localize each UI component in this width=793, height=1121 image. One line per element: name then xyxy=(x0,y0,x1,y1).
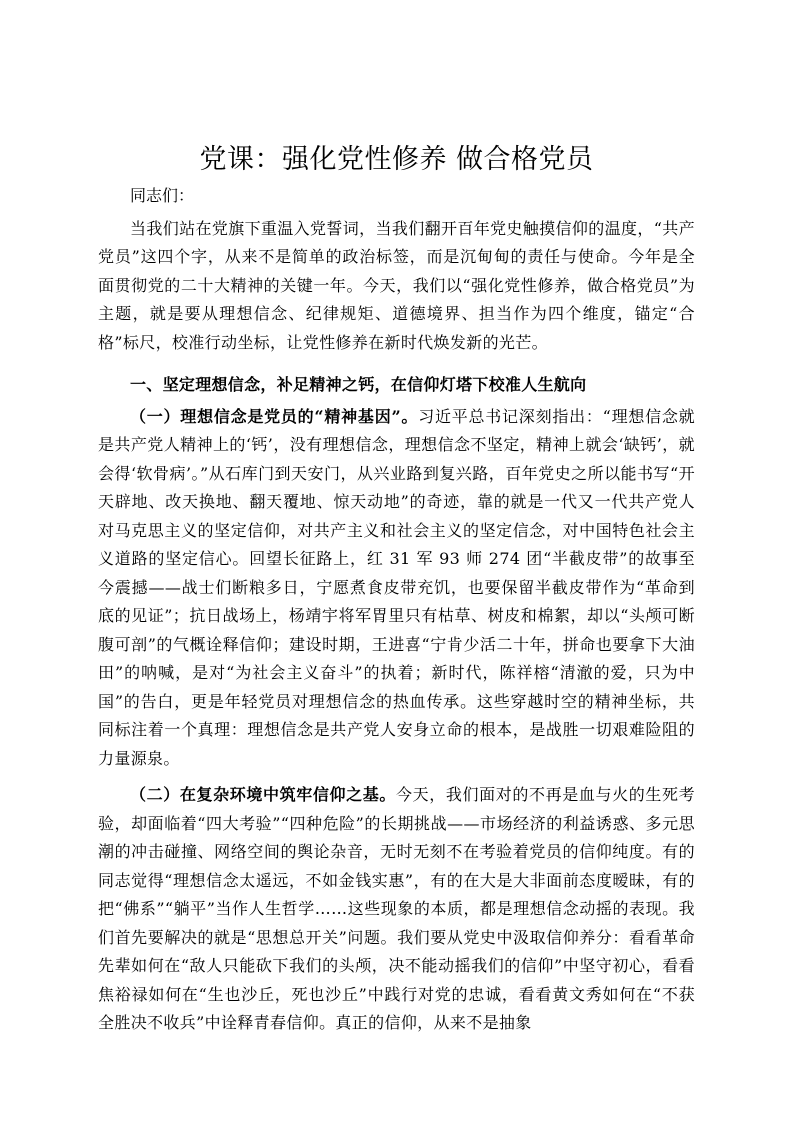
document-title: 党课：强化党性修养 做合格党员 xyxy=(199,144,594,175)
document-page xyxy=(98,138,695,1038)
subsection-2-body: 今天，我们面对的不再是血与火的生死考验，却面临着“四大考验”“四种危险”的长期挑战——市场经济的利益诱惑、多元思潮的冲击碰撞、网络空间的舆论杂音，无时无刻不在考验着党员的信仰纯度。有的同志觉得“理想信念太遥远，不如金钱实惠”，有的在大是大非面前态度暧昧，有的把“佛系”“躺平”当作人生哲学……这些现象的本质，都是理想信念动摇的表现。我们首先要解决的就是“思想总开关”问题。我们要从党史中汲取信仰养分：看看革命先辈如何在“敌人只能砍下我们的头颅，决不能动摇我们的信仰”中坚守初心，看看焦裕禄如何在“生也沙丘，死也沙丘”中践行对党的忠诚，看看黄文秀如何在“不获全胜决不收兵”中诠释青春信仰。真正的信仰，从来不是抽象 xyxy=(98,785,695,1032)
salutation: 同志们： xyxy=(130,186,195,205)
subsection-2-lead: （二）在复杂环境中筑牢信仰之基。 xyxy=(130,785,397,804)
subsection-1-body: 习近平总书记深刻指出：“理想信念就是共产党人精神上的‘钙’，没有理想信念，理想信念不坚定，精神上就会‘缺钙’，就会得‘软骨病’。”从石库门到天安门，从兴业路到复兴路，百年党史之所以能书写“开天辟地、改天换地、翻天覆地、惊天动地”的奇迹，靠的就是一代又一代共产党人对马克思主义的坚定信仰，对共产主义和社会主义的坚定信念，对中国特色社会主义道路的坚定信心。回望长征路上，红 31 军 93 师 274 团“半截皮带”的故事至今震撼——战士们断粮多日，宁愿煮食皮带充饥，也要保留半截皮带作为“革命到底的见证”；抗日战场上，杨靖宇将军胃里只有枯草、树皮和棉絮，却以“头颅可断腹可剖”的气概诠释信仰；建设时期，王进喜“宁肯少活二十年，拼命也要拿下大油田”的呐喊，是对“为社会主义奋斗”的执着；新时代，陈祥榕“清澈的爱，只为中国”的告白，更是年轻党员对理想信念的热血传承。这些穿越时空的精神坐标，共同标注着一个真理：理想信念是共产党人安身立命的根本，是战胜一切艰难险阻的力量源泉。 xyxy=(98,406,695,768)
subsection-1-lead: （一）理想信念是党员的“精神基因”。 xyxy=(130,406,419,426)
section-heading-1: 一、坚定理想信念，补足精神之钙，在信仰灯塔下校准人生航向 xyxy=(130,375,587,394)
spacer xyxy=(98,357,695,365)
subsection-2-paragraph xyxy=(98,781,695,1038)
subsection-1-paragraph xyxy=(98,403,695,774)
spacer xyxy=(98,773,695,781)
intro-paragraph: 当我们站在党旗下重温入党誓词，当我们翻开百年党史触摸信仰的温度，“共产党员”这四个字，从来不是简单的政治标签，而是沉甸甸的责任与使命。今年是全面贯彻党的二十大精神的关键一年。今天，我们以“强化党性修养，做合格党员”为主题，就是要从理想信念、纪律规矩、道德境界、担当作为四个维度，锚定“合格”标尺，校准行动坐标，让党性修养在新时代焕发新的光芒。 xyxy=(98,218,695,352)
